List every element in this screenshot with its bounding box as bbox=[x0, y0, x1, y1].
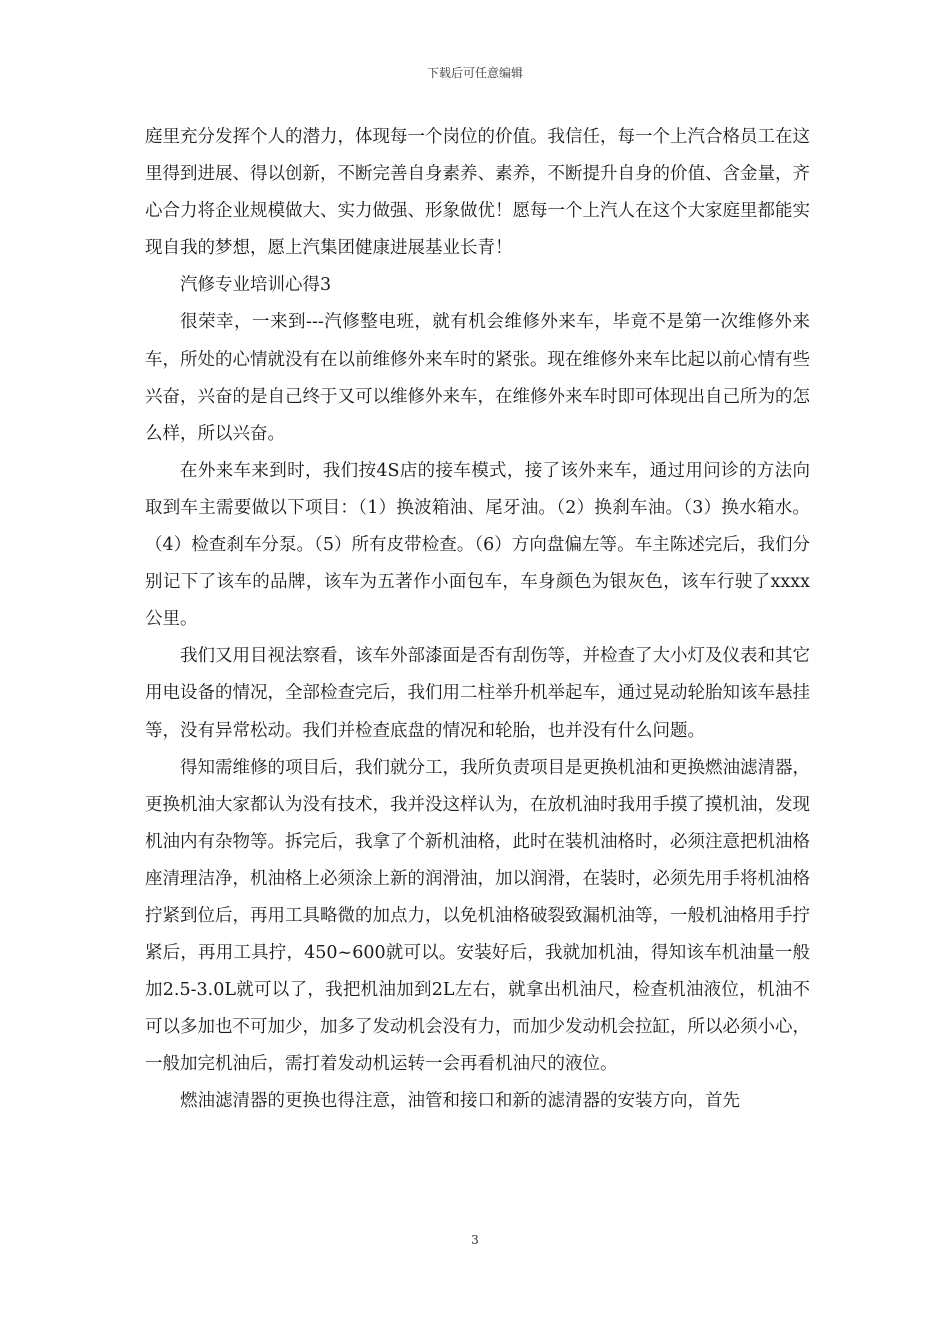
paragraph: 我们又用目视法察看，该车外部漆面是否有刮伤等，并检查了大小灯及仪表和其它用电设备的情况，全部检查完后，我们用二柱举升机举起车，通过晃动轮胎知该车悬挂等，没有异常松动。我们并检查底盘的情况和轮胎，也并没有什么问题。 bbox=[145, 646, 810, 741]
paragraph: 燃油滤清器的更换也得注意，油管和接口和新的滤清器的安装方向，首先 bbox=[180, 1091, 740, 1112]
paragraph-continued: 庭里充分发挥个人的潜力，体现每一个岗位的价值。我信任，每一个上汽合格员工在这里得到进展、得以创新，不断完善自身素养、素养，不断提升自身的价值、含金量，齐心合力将企业规模做大、实力做强、形象做优！愿每一个上汽人在这个大家庭里都能实现自我的梦想，愿上汽集团健康进展基业长青！ bbox=[145, 127, 810, 259]
page-header-note: 下载后可任意编辑 bbox=[426, 66, 523, 80]
paragraph: 得知需维修的项目后，我们就分工，我所负责项目是更换机油和更换燃油滤清器，更换机油大家都认为没有技术，我并没这样认为，在放机油时我用手摸了摸机油，发现机油内有杂物等。拆完后，我拿了个新机油格，此时在装机油格时，必须注意把机油格座清理洁净，机油格上必须涂上新的润滑油，加以润滑，在装时，必须先用手将机油格拧紧到位后，再用工具略微的加点力，以免机油格破裂致漏机油等，一般机油格用手拧紧后，再用工具拧，450~600就可以。安装好后，我就加机油，得知该车机油量一般加2.5-3.0L就可以了，我把机油加到2L左右，就拿出机油尺，检查机油液位，机油不可以多加也不可加少，加多了发动机会没有力，而加少发动机会拉缸，所以必须小心，一般加完机油后，需打着发动机运转一会再看机油尺的液位。 bbox=[145, 757, 810, 1075]
section-heading: 汽修专业培训心得3 bbox=[180, 275, 332, 296]
paragraph: 很荣幸，一来到---汽修整电班，就有机会维修外来车，毕竟不是第一次维修外来车，所处的心情就没有在以前维修外来车时的紧张。现在维修外来车比起以前心情有些兴奋，兴奋的是自己终于又可以维修外来车，在维修外来车时即可体现出自己所为的怎么样，所以兴奋。 bbox=[145, 312, 810, 444]
document-body bbox=[145, 119, 810, 1121]
page-number: 3 bbox=[471, 1233, 479, 1247]
paragraph: 在外来车来到时，我们按4S店的接车模式，接了该外来车，通过用问诊的方法向取到车主需要做以下项目：（1）换波箱油、尾牙油。（2）换刹车油。（3）换水箱水。（4）检查刹车分泵。（5）所有皮带检查。（6）方向盘偏左等。车主陈述完后，我们分别记下了该车的品牌，该车为五著作小面包车，车身颜色为银灰色，该车行驶了xxxx公里。 bbox=[145, 460, 810, 630]
